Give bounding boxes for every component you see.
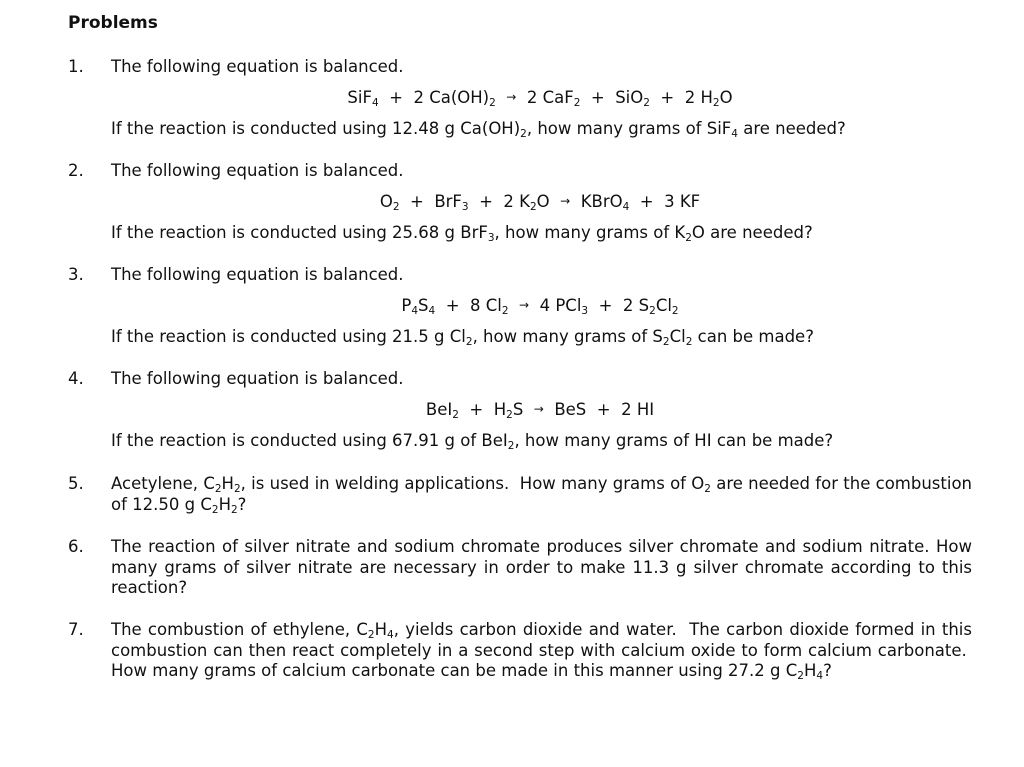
problem-intro: The following equation is balanced. [111, 265, 404, 284]
problem-text: Acetylene, $C_2H_2$, is used in welding applications. How many grams of $O_2$ are needed for the combustion of 12.50 g $C_2H_2$? [111, 474, 973, 516]
problem-question: If the reaction is conducted using 67.91 g of BeI$_2$, how many grams of HI can be made? [111, 431, 834, 452]
problem-intro: The following equation is balanced. [111, 161, 404, 180]
problem-question: If the reaction is conducted using 12.48 g $Ca(OH)_2$, how many grams of SiF$_4$ are needed? [111, 119, 846, 140]
problem-intro: The following equation is balanced. [111, 369, 404, 388]
chemical-equation: $BeI_2 + H_2S$ → BeS + 2 HI [425, 400, 655, 421]
problem-number: 1. [68, 57, 84, 76]
problem-number: 7. [68, 620, 84, 639]
problem-text: The combustion of ethylene, $C_2H_4$, yields carbon dioxide and water. The carbon dioxide formed in this combustion can then react completely in a second step with calcium oxide to form calcium carbonate. How many grams of calcium carbonate can be made in this manner using 27.2 g $C_2H_4$? [111, 620, 972, 682]
problem-number: 3. [68, 265, 84, 284]
chemical-equation: SiF$_4$ + 2 $Ca(OH)_2 \to 2$ CaF$_2$ + SiO$_2$ + 2 $H_2O$ [347, 88, 733, 109]
problem-number: 4. [68, 369, 84, 388]
problem-question: If the reaction is conducted using 25.68 g BrF$_3$, how many grams of $K_2O$ are needed? [111, 223, 813, 244]
problem-number: 5. [68, 474, 84, 493]
chemical-equation: $O_2 + BrF_3 + 2$ $K_2O$ → KBrO$_4$ + 3 KF [379, 192, 701, 213]
problem-question: If the reaction is conducted using 21.5 g $Cl_2$, how many grams of $S_2Cl_2$ can be made? [111, 327, 814, 348]
problem-intro: The following equation is balanced. [111, 57, 404, 76]
problem-number: 6. [68, 537, 84, 556]
page-title: Problems [68, 13, 158, 33]
problem-text: The reaction of silver nitrate and sodium chromate produces silver chromate and sodium nitrate. How many grams of silver nitrate are necessary in order to make 11.3 g silver chromate according to this reaction? [111, 537, 972, 597]
chemical-equation: $P_4S_4 + 8$ $Cl_2 \to 4$ PCl$_3$ + 2 $S_2Cl_2$ [401, 296, 679, 317]
problem-number: 2. [68, 161, 84, 180]
